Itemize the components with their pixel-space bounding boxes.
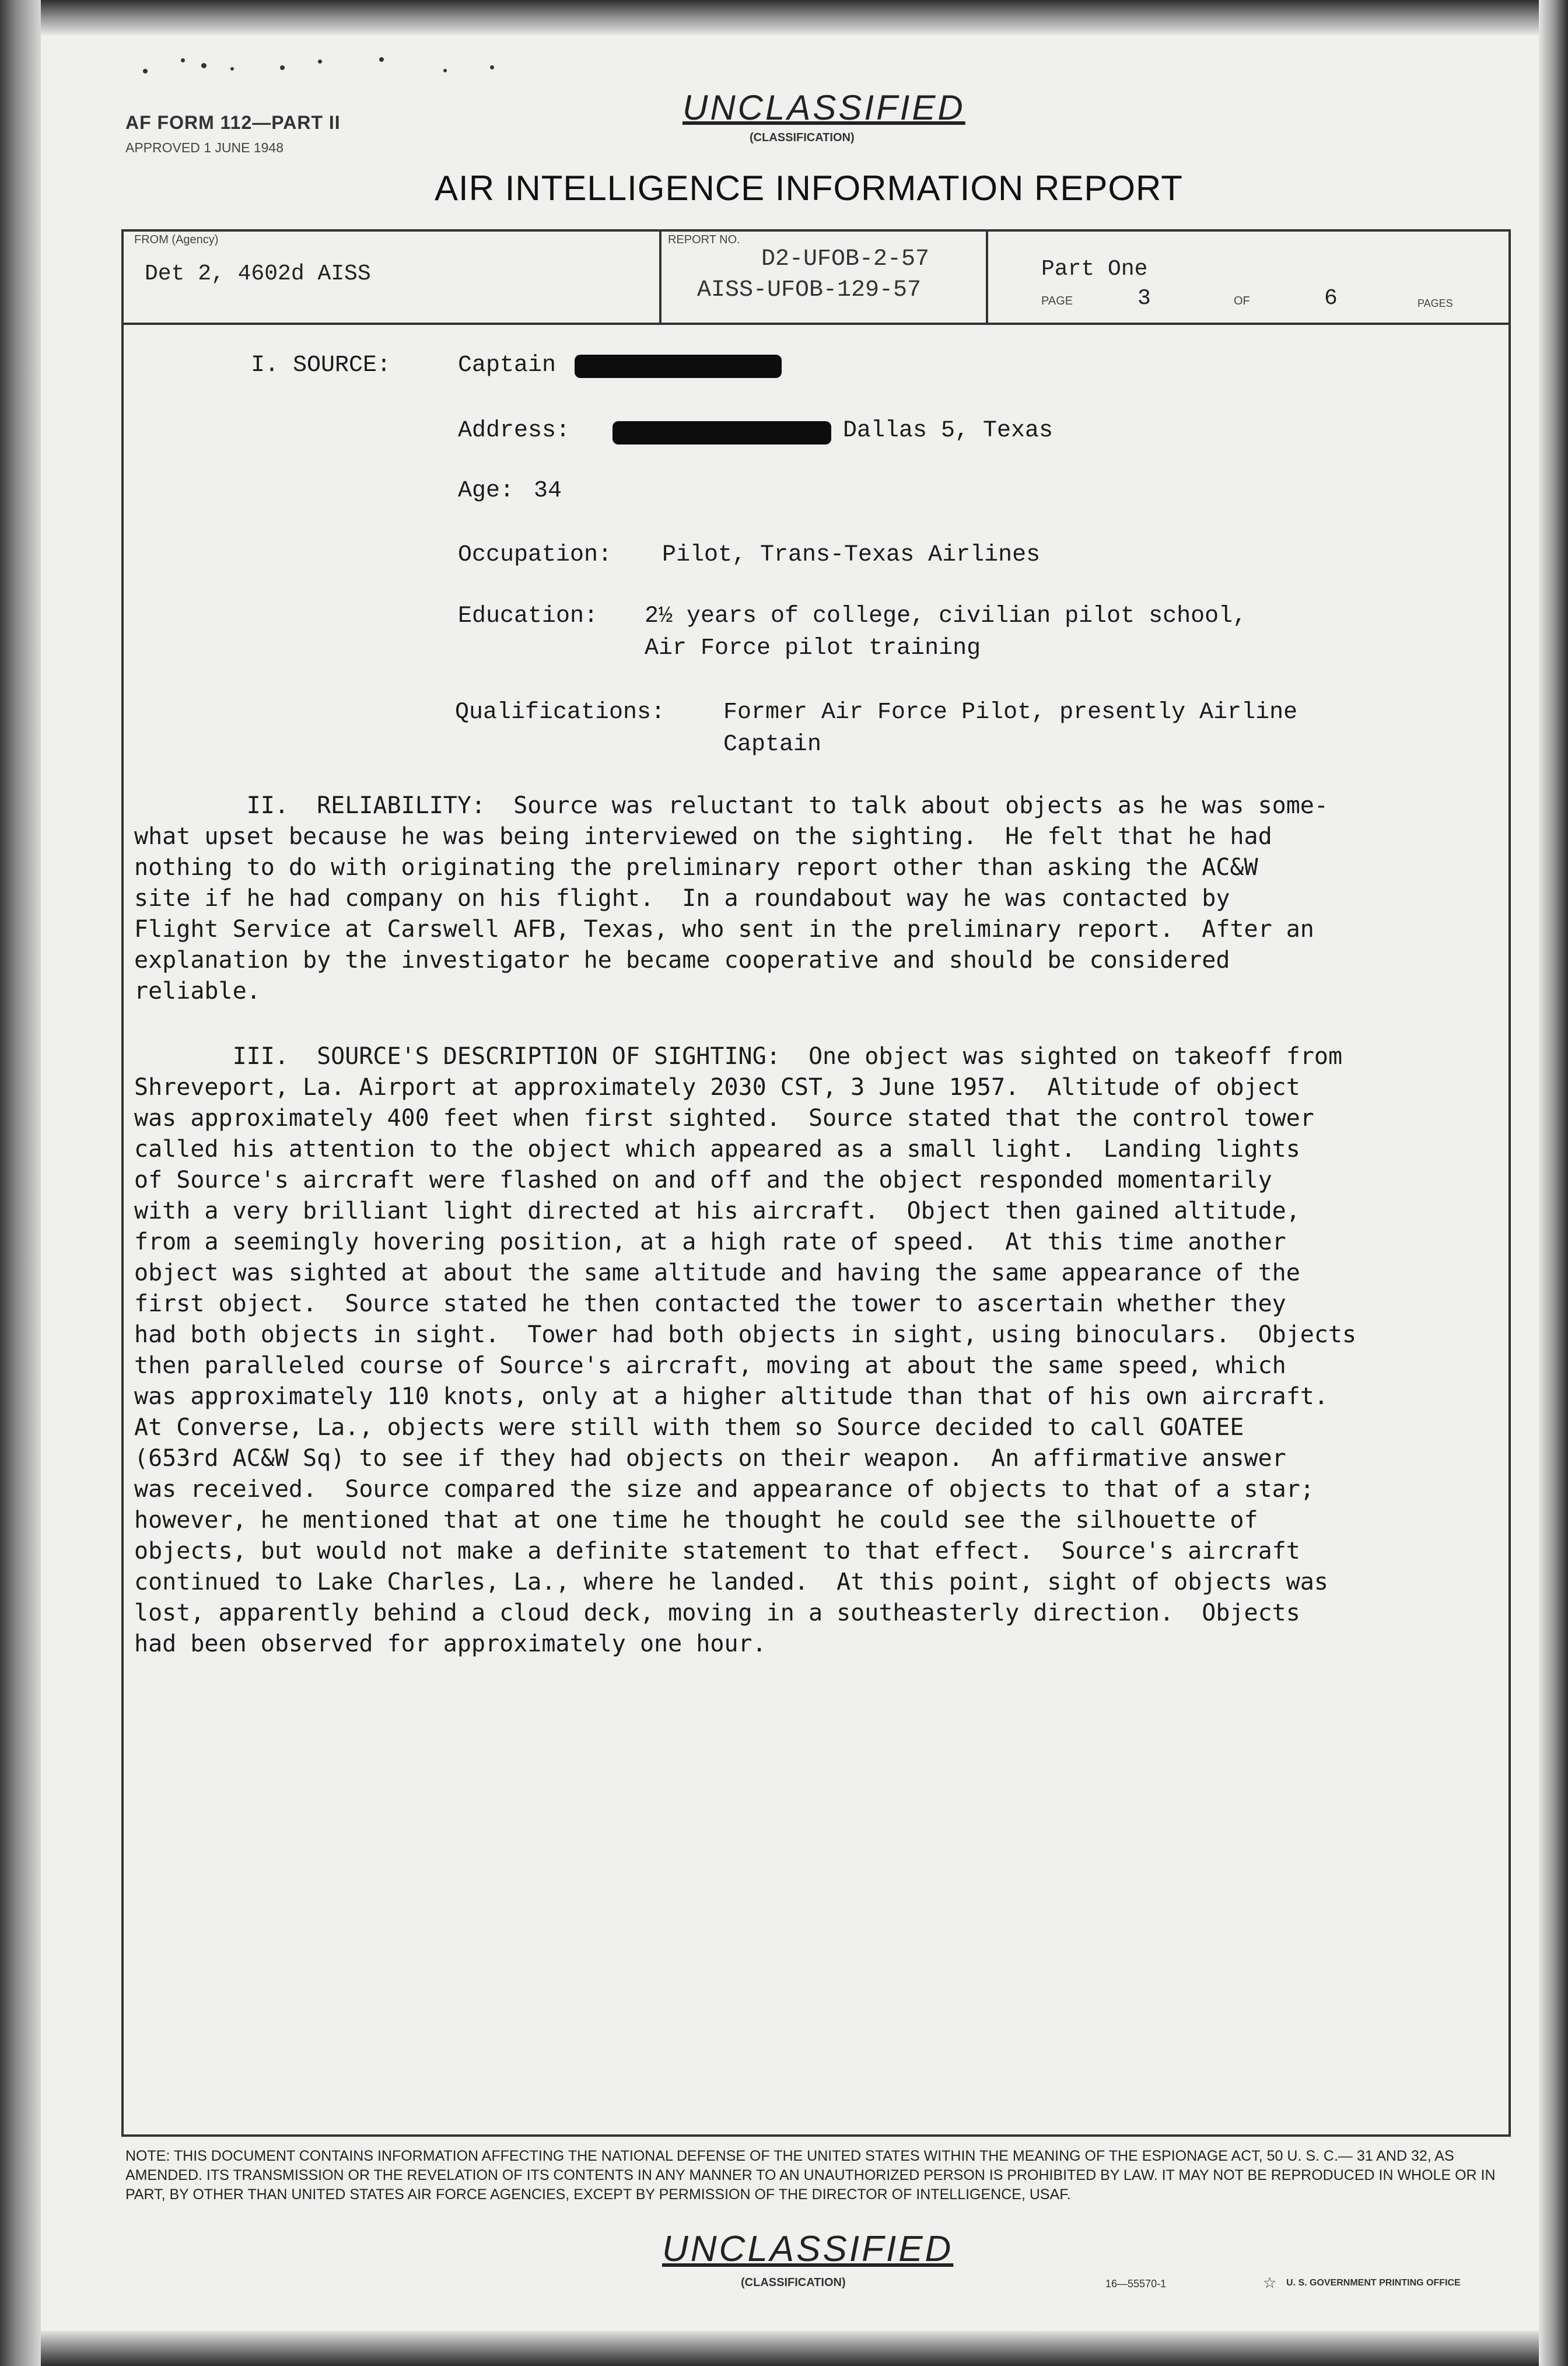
reliability-paragraph: II. RELIABILITY: Source was reluctant to talk about objects as he was some- what upset because he was being interviewed on the sighting. He felt that he had nothing to do with originating the preliminary report other than asking the AC&W site if he had company on his flight. In a roundabout way he was contacted by Flight Service at Carswell AFB, Texas, who sent in the preliminary report. After an explanation by the investigator he became cooperative and should be considered reliable. — [134, 792, 1328, 1005]
report-no-line1: D2-UFOB-2-57 — [761, 246, 930, 272]
qualifications-line1: Former Air Force Pilot, presently Airline — [723, 699, 1298, 726]
classification-label-top: (CLASSIFICATION) — [750, 131, 855, 144]
scan-edge-bottom — [0, 2331, 1568, 2366]
sighting-description-paragraph: III. SOURCE'S DESCRIPTION OF SIGHTING: One object was sighted on takeoff from Shreveport, La. Airport at approximately 2030 CST, 3 June 1957. Altitude of object was approximately 400 feet when first sighted. Source stated that the control tower called his attention to the object which appeared as a small light. Landing lights of Source's aircraft were flashed on and off and the object responded momentarily with a very brilliant light directed at his aircraft. Object then gained altitude, from a seemingly hovering position, at a high rate of speed. At this time another object was sighted at about the same altitude and having the same appearance of the first object. Source stated he then contacted the tower to ascertain whether they had both objects in sight. Tower had both objects in sight, using binoculars. Objects then paralleled course of Source's aircraft, moving at about the same speed, which was approximately 110 knots, only at a higher altitude than that of his own aircraft. At Converse, La., objects were still with them so Source decided to call GOATEE (653rd AC&W Sq) to see if they had objects on their weapon. An affirmative answer was received. Source compared the size and appearance of objects to that of a star; however, he mentioned that at one time he thought he could see the silhouette of objects, but would not make a definite statement to that effect. Source's aircraft continued to Lake Charles, La., where he landed. At this point, sight of objects was lost, apparently behind a cloud deck, moving in a southeasterly direction. Objects had been observed for approximately one hour. — [134, 1043, 1357, 1657]
from-label: FROM (Agency) — [134, 233, 219, 246]
age-label: Age: — [458, 478, 514, 504]
education-line1: 2½ years of college, civilian pilot school, — [645, 603, 1247, 629]
scan-edge-left — [0, 0, 41, 2366]
header-column-divider — [986, 229, 988, 324]
source-name-label: Captain — [458, 352, 556, 379]
pages-label: PAGES — [1418, 298, 1453, 309]
address-value: Dallas 5, Texas — [843, 418, 1054, 444]
from-value: Det 2, 4602d AISS — [145, 261, 371, 286]
star-icon: ☆ — [1263, 2274, 1277, 2291]
scan-speck — [181, 58, 185, 62]
address-label: Address: — [458, 418, 570, 444]
form-id: AF FORM 112—PART II — [125, 112, 341, 133]
education-line2: Air Force pilot training — [645, 635, 981, 662]
report-no-line2: AISS-UFOB-129-57 — [697, 277, 922, 303]
scan-speck — [379, 57, 384, 62]
scan-edge-right — [1539, 0, 1568, 2366]
header-column-divider — [659, 229, 662, 324]
part-value: Part One — [1041, 257, 1148, 282]
qualifications-line2: Captain — [723, 732, 822, 758]
gpo-office: U. S. GOVERNMENT PRINTING OFFICE — [1286, 2278, 1461, 2288]
form-approved-date: APPROVED 1 JUNE 1948 — [125, 140, 284, 155]
page-label: PAGE — [1041, 295, 1073, 307]
qualifications-label: Qualifications: — [455, 699, 666, 726]
page-total: 6 — [1324, 286, 1338, 311]
classification-handwritten-top: UNCLASSIFIED — [682, 88, 965, 127]
occupation-label: Occupation: — [458, 542, 612, 568]
gpo-code: 16—55570-1 — [1105, 2278, 1167, 2290]
of-label: OF — [1234, 295, 1250, 307]
classification-handwritten-bottom: UNCLASSIFIED — [662, 2229, 954, 2269]
age-value: 34 — [534, 478, 562, 504]
scan-speck — [280, 65, 285, 70]
page-number: 3 — [1138, 286, 1151, 311]
education-label: Education: — [458, 603, 598, 629]
redaction-bar-name — [575, 355, 782, 378]
scan-speck — [443, 69, 447, 72]
scan-speck — [318, 60, 322, 64]
redaction-bar-address — [612, 421, 831, 444]
report-no-label: REPORT NO. — [668, 233, 740, 246]
scan-speck — [490, 65, 494, 69]
scan-speck — [143, 69, 148, 74]
source-section-label: I. SOURCE: — [251, 352, 391, 379]
scan-edge-top — [0, 0, 1568, 35]
espionage-act-notice: NOTE: THIS DOCUMENT CONTAINS INFORMATION AFFECTING THE NATIONAL DEFENSE OF THE UNITED STATES WITHIN THE MEANING OF THE ESPIONAGE ACT, 50 U. S. C.— 31 AND 32, AS AMENDED. ITS TRANSMISSION OR THE REVELATION OF ITS CONTENTS IN ANY MANNER TO AN UNAUTHORIZED PERSON IS PROHIBITED BY LAW. IT MAY NOT BE REPRODUCED IN WHOLE OR IN PART, BY OTHER THAN UNITED STATES AIR FORCE AGENCIES, EXCEPT BY PERMISSION OF THE DIRECTOR OF INTELLIGENCE, USAF. — [125, 2148, 1496, 2203]
report-title: AIR INTELLIGENCE INFORMATION REPORT — [435, 169, 1183, 208]
classification-label-bottom: (CLASSIFICATION) — [741, 2276, 846, 2289]
header-divider — [121, 323, 1511, 325]
scan-speck — [230, 67, 234, 71]
scan-speck — [201, 63, 206, 68]
occupation-value: Pilot, Trans-Texas Airlines — [662, 542, 1041, 568]
